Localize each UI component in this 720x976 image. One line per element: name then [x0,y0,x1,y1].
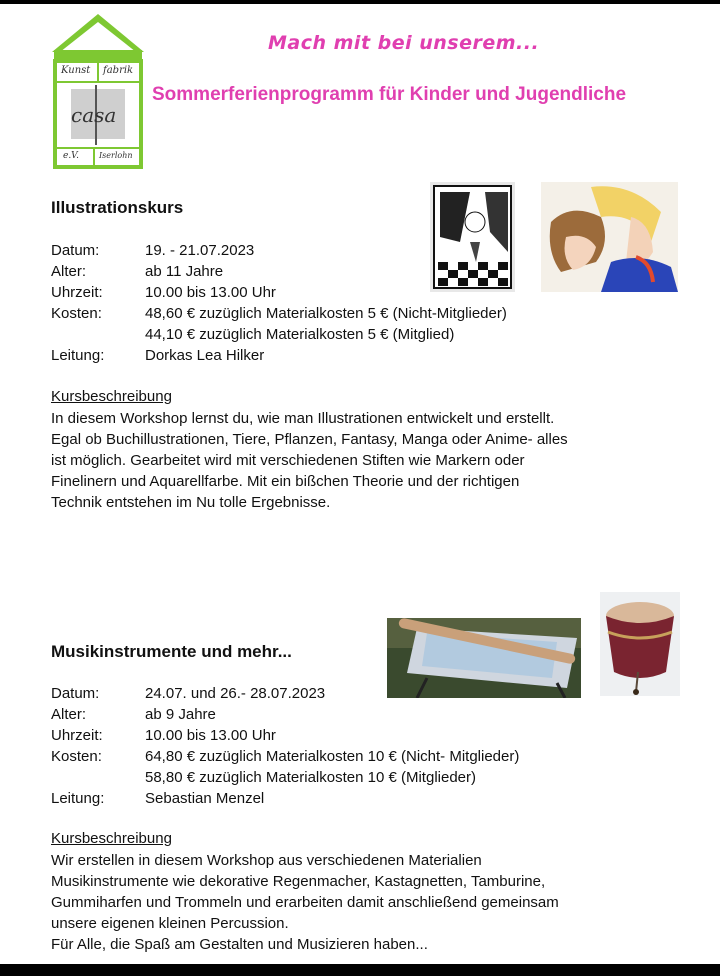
course1-row-kosten: Kosten: 48,60 € zuzüglich Materialkosten 5 € (Nicht-Mitglieder) [51,305,507,322]
course2-row-datum: Datum: 24.07. und 26.- 28.07.2023 [51,685,326,702]
course2-title: Musikinstrumente und mehr... [51,642,292,661]
course2-description: Wir erstellen in diesem Workshop aus verschiedenen Materialien Musikinstrumente wie dekorative Regenmacher, Kastagnetten, Tamburine, Gummiharfen und Trommeln und erarbeiten damit anschließend gemeinsam unsere eigenen kleinen Percussion. Für Alle, die Spaß am Gestalten und Musizieren haben... [51,852,559,953]
course1-desc-title: Kursbeschreibung [51,388,172,405]
course1-details [51,242,507,368]
flyer-page [0,4,720,964]
course2-desc-title: Kursbeschreibung [51,830,172,847]
course1-row-kosten-members: 44,10 € zuzüglich Materialkosten 5 € (Mitglied) [145,326,455,343]
drum-photo-image [600,592,680,696]
logo-text-fabrik: fabrik [103,65,134,76]
course1-row-datum: Datum: 19. - 21.07.2023 [51,242,255,259]
logo-text-ev: e.V. [63,151,79,161]
logo-text-kunst: Kunst [61,65,91,76]
course1-description: In diesem Workshop lernst du, wie man Illustrationen entwickelt und erstellt. Egal ob Buchillustrationen, Tiere, Pflanzen, Fantasy, Manga oder Anime- alles ist möglich. Gearbeitet wird mit verschiedenen Stiften wie Markern oder Finelinern und Aquarellfarbe. Mit ein bißchen Theorie und der richtigen Technik entstehen im Nu tolle Ergebnisse. [51,410,568,511]
logo [53,59,143,169]
tagline: Mach mit bei unserem... [268,32,540,54]
page-title: Sommerferienprogramm für Kinder und Jugendliche [152,84,627,105]
course2-row-alter: Alter: ab 9 Jahre [51,706,216,723]
course1-title: Illustrationskurs [51,198,184,217]
course2-row-kosten-members: 58,80 € zuzüglich Materialkosten 10 € (Mitglieder) [145,769,477,786]
course1-row-alter: Alter: ab 11 Jahre [51,263,224,280]
course2-row-kosten: Kosten: 64,80 € zuzüglich Materialkosten 10 € (Nicht- Mitglieder) [51,748,520,765]
logo-text-iserlohn: Iserlohn [99,151,133,160]
course2-details [51,685,519,811]
course2-row-leitung: Leitung: Sebastian Menzel [51,790,265,807]
course2-row-uhrzeit: Uhrzeit: 10.00 bis 13.00 Uhr [51,727,276,744]
logo-text-casa: casa [71,103,117,127]
manga-illustration-image [541,182,678,292]
course1-row-leitung: Leitung: Dorkas Lea Hilker [51,347,265,364]
course1-row-uhrzeit: Uhrzeit: 10.00 bis 13.00 Uhr [51,284,276,301]
